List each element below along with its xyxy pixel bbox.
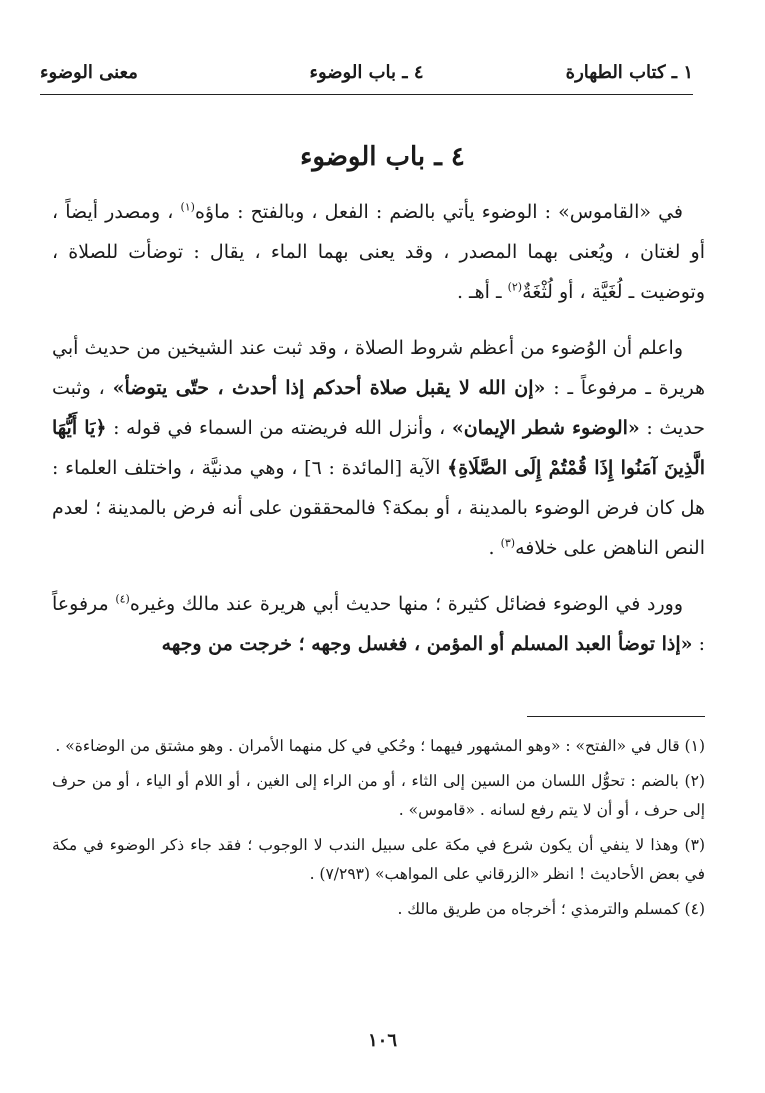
paragraph-2-text-d: الآية [المائدة : ٦] ، وهي مدنيَّة ، واختلف العلماء : هل كان فرض الوضوء بالمدينة ، أو بمكة؟ فالمحققون على أنه فرض بالمدينة ؛ لعدم النص الناهض على خلافه [52, 457, 705, 559]
header-chapter-title: ٤ ـ باب الوضوء [309, 62, 424, 83]
hadith-quote-3: «إذا توضأ العبد المسلم أو المؤمن ، فغسل وجهه ؛ خرجت من وجهه [161, 633, 693, 655]
paragraph-2-text-a: واعلم أن الوُضوء من أعظم شروط الصلاة ، وقد ثبت عند الشيخين من حديث أبي هريرة ـ مرفوعاً ـ : [52, 337, 705, 399]
hadith-quote-2: «الوضوء شطر الإيمان» [451, 417, 640, 439]
footnote-2: (٢) بالضم : تحوُّل اللسان من السين إلى الثاء ، أو من الراء إلى الغين ، أو اللام أو الياء ، أو من حرف إلى حرف ، أو أن لا يتم رفع لسانه . «قاموس» . [52, 772, 705, 819]
paragraph-3-text-a: وورد في الوضوء فضائل كثيرة ؛ منها حديث أبي هريرة عند مالك وغيره [129, 593, 683, 615]
chapter-title: ٤ ـ باب الوضوء [300, 142, 465, 172]
header-book-title: ١ ـ كتاب الطهارة [565, 62, 693, 83]
footnotes [52, 732, 705, 930]
footnote-ref-3: (٣) [500, 536, 516, 550]
footnote-3: (٣) وهذا لا ينفي أن يكون شرع في مكة على سبيل الندب لا الوجوب ؛ فقد جاء ذكر الوضوء في مكة في بعض الأحاديث ! انظر «الزرقاني على المواهب» (٧/٢٩٣) . [52, 836, 705, 883]
paragraph-2-text-c: ، وأنزل الله فريضته من السماء في قوله : [106, 417, 446, 439]
paragraph-2 [52, 328, 705, 568]
footnote-1: (١) قال في «الفتح» : «وهو المشهور فيهما ؛ وحُكي في كل منهما الأمران . وهو مشتق من الوضاءة» . [55, 737, 705, 755]
paragraph-1 [52, 192, 705, 312]
main-text [52, 192, 705, 680]
footnote-ref-1: (١) [180, 200, 195, 214]
hadith-quote-1: «إن الله لا يقبل صلاة أحدكم إذا أحدث ، حتّى يتوضأ» [112, 377, 546, 399]
footnote-ref-4: (٤) [115, 592, 130, 606]
footnote-ref-2: (٢) [507, 280, 523, 294]
footnote-separator [527, 716, 705, 717]
paragraph-1-text-c: ـ أهـ . [456, 281, 502, 303]
running-header [40, 58, 693, 95]
paragraph-3 [52, 584, 705, 664]
quran-verse: ﴿يَا أَيُّهَا الَّذِينَ آمَنُوا إِذَا قُمْتُمْ إِلَى الصَّلَاةِ﴾ [52, 417, 705, 479]
page-number: ١٠٦ [367, 1030, 397, 1051]
paragraph-2-text-e: . [488, 537, 495, 559]
paragraph-3-text-b: مرفوعاً : [52, 593, 705, 655]
paragraph-1-text-b: ، ومصدر أيضاً ، أو لغتان ، ويُعنى بهما المصدر ، وقد يعنى بهما الماء ، يقال : توضأت للصلاة ، وتوضيت ـ لُغَيَّة ، أو لُثْغَةٌ [52, 201, 705, 303]
paragraph-1-text-a: في «القاموس» : الوضوء يأتي بالضم : الفعل ، وبالفتح : ماؤه [194, 201, 683, 223]
footnote-4: (٤) كمسلم والترمذي ؛ أخرجاه من طريق مالك . [397, 900, 705, 918]
header-section-title: معنى الوضوء [40, 62, 138, 83]
paragraph-2-text-b: ، وثبت حديث : [52, 377, 705, 439]
